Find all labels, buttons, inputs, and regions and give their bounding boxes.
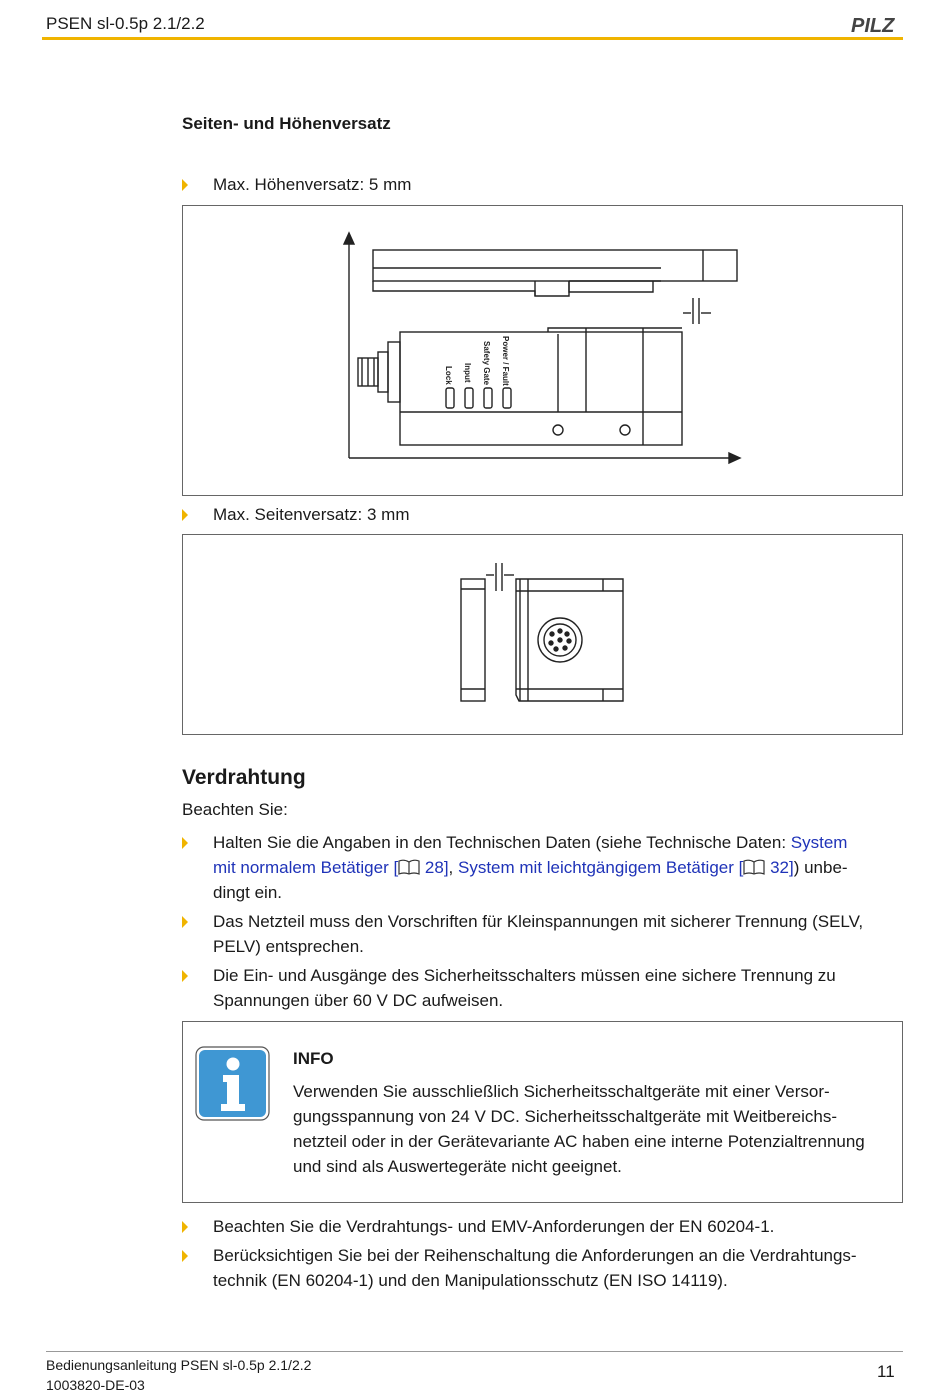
link-page-32[interactable]: 32]: [765, 858, 794, 877]
info-line: gungsspannung von 24 V DC. Sicherheitsschaltgeräte mit Weitbereichs-: [293, 1107, 837, 1126]
pilz-logo: [851, 14, 903, 36]
book-icon: [743, 859, 765, 875]
link-page-28[interactable]: 28]: [420, 858, 449, 877]
link-system-normal[interactable]: System: [790, 833, 848, 852]
bullet-series-wiring: [182, 1243, 902, 1293]
pilz-logo-text: PILZ: [851, 15, 895, 36]
bullet-line: Spannungen über 60 V DC aufweisen.: [213, 991, 504, 1010]
bullet-arrow-icon: [182, 509, 188, 521]
footer-manual-title: Bedienungsanleitung PSEN sl-0.5p 2.1/2.2: [46, 1357, 312, 1373]
bullet-line: Das Netzteil muss den Vorschriften für Kleinspannungen mit sicherer Trennung (SELV,: [213, 912, 864, 931]
bullet-line: PELV) entsprechen.: [213, 937, 364, 956]
bullet-arrow-icon: [182, 916, 188, 928]
link-system-normal[interactable]: mit normalem Betätiger [: [213, 858, 399, 877]
section-title-wiring: Verdrahtung: [182, 766, 306, 789]
page-number: 11: [877, 1362, 895, 1381]
bullet-text: Max. Seitenversatz: 3 mm: [213, 505, 410, 524]
bullet-arrow-icon: [182, 1221, 188, 1233]
bullet-selv: [182, 909, 902, 959]
bullet-arrow-icon: [182, 179, 188, 191]
figure-height-offset: [182, 205, 903, 496]
footer-rule: [46, 1351, 903, 1352]
bullet-text: ,: [448, 858, 458, 877]
led-label-safety-gate: Safety Gate: [482, 341, 491, 386]
bullet-line: [213, 855, 848, 880]
bullet-line: Berücksichtigen Sie bei der Reihenschaltung die Anforderungen an die Verdrahtungs-: [213, 1246, 857, 1265]
bullet-arrow-icon: [182, 970, 188, 982]
header-rule: [42, 37, 903, 40]
bullet-line: dingt ein.: [213, 883, 282, 902]
section-title-offset: Seiten- und Höhenversatz: [182, 114, 391, 133]
led-label-input: Input: [463, 363, 472, 383]
bullet-line: technik (EN 60204-1) und den Manipulationsschutz (EN ISO 14119).: [213, 1271, 728, 1290]
bullet-arrow-icon: [182, 1250, 188, 1262]
bullet-isolation: [182, 963, 902, 1013]
bullet-text: ) unbe-: [793, 858, 848, 877]
info-text: [293, 1079, 898, 1179]
info-icon: [195, 1046, 270, 1121]
height-offset-drawing: [183, 206, 902, 495]
info-line: und sind als Auswertegeräte nicht geeignet.: [293, 1157, 622, 1176]
info-line: netzteil oder in der Gerätevariante AC haben eine interne Potenzialtrennung: [293, 1132, 865, 1151]
bullet-arrow-icon: [182, 837, 188, 849]
bullet-text: Beachten Sie die Verdrahtungs- und EMV-Anforderungen der EN 60204-1.: [213, 1217, 775, 1236]
led-label-lock: Lock: [444, 366, 453, 385]
wiring-intro: Beachten Sie:: [182, 800, 288, 819]
figure-side-offset: [182, 534, 903, 735]
bullet-text: Halten Sie die Angaben in den Technischen Daten (siehe Technische Daten:: [213, 833, 791, 852]
link-system-light[interactable]: System mit leichtgängigem Betätiger [: [458, 858, 744, 877]
bullet-technical-data: [182, 830, 902, 905]
book-icon: [398, 859, 420, 875]
bullet-line: [213, 830, 847, 855]
info-title: INFO: [293, 1049, 334, 1068]
side-offset-drawing: [183, 535, 902, 734]
footer-doc-number: 1003820-DE-03: [46, 1377, 145, 1393]
bullet-line: Die Ein- und Ausgänge des Sicherheitsschalters müssen eine sichere Trennung zu: [213, 966, 836, 985]
bullet-text: Max. Höhenversatz: 5 mm: [213, 175, 412, 194]
document-title: PSEN sl-0.5p 2.1/2.2: [46, 14, 205, 33]
led-label-power: Power / Fault: [501, 336, 510, 386]
info-line: Verwenden Sie ausschließlich Sicherheitsschaltgeräte mit einer Versor-: [293, 1082, 830, 1101]
